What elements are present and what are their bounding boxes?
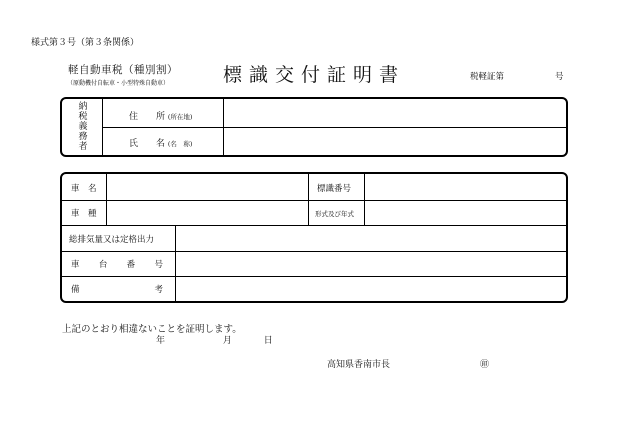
tax-subtitle: （原動機付自転車・小型特殊自動車）: [67, 80, 170, 87]
page-title: 標識交付証明書: [223, 64, 406, 86]
remarks-char: 考: [154, 285, 163, 295]
remarks-char: 備: [71, 285, 80, 295]
name-note: (名 称): [167, 140, 193, 148]
issuer-name: 高知県香南市長: [327, 360, 391, 370]
issue-date: [156, 333, 273, 346]
remarks-label: [71, 283, 163, 295]
seal-mark: ㊞: [480, 360, 490, 370]
certification-statement: 上記のとおり相違ないことを証明します。: [62, 324, 242, 335]
date-day: 日: [263, 336, 273, 346]
vehicle-type-label: 車 種: [71, 209, 97, 219]
divider: [175, 225, 176, 301]
divider: [308, 174, 309, 225]
plate-number-field[interactable]: [366, 175, 564, 199]
taxpayer-header-char: 者: [78, 142, 88, 152]
form-number: 様式第３号（第３条関係）: [31, 38, 140, 48]
vehicle-box: [60, 172, 568, 303]
date-month: 月: [222, 336, 232, 346]
name-label: [129, 136, 192, 149]
vehicle-name-field[interactable]: [108, 175, 306, 199]
name-field[interactable]: [225, 128, 564, 153]
taxpayer-header-char: 義: [78, 122, 88, 132]
date-year: 年: [156, 336, 166, 346]
chassis-char: 番: [126, 260, 136, 270]
vehicle-name-label: 車 名: [71, 184, 97, 194]
chassis-char: 車: [71, 260, 80, 270]
chassis-number-label: [71, 258, 163, 270]
address-note: (所在地): [167, 113, 193, 121]
certificate-number-label: 税軽証第: [470, 72, 505, 82]
tax-name: 軽自動車税（種別割）: [68, 64, 178, 76]
certificate-number-suffix: 号: [555, 72, 564, 82]
displacement-field[interactable]: [177, 226, 564, 250]
plate-number-label: 標識番号: [317, 184, 352, 194]
taxpayer-header-char: 税: [78, 112, 88, 122]
taxpayer-box: [60, 97, 568, 157]
model-year-label: 形式及び年式: [315, 210, 354, 218]
taxpayer-header-char: 納: [78, 102, 88, 112]
taxpayer-header-char: 務: [78, 132, 88, 142]
vehicle-type-field[interactable]: [108, 201, 306, 224]
divider: [106, 174, 107, 225]
chassis-number-field[interactable]: [177, 252, 564, 275]
name-label-text: 氏 名: [129, 139, 166, 149]
address-field[interactable]: [225, 100, 564, 126]
address-label-text: 住 所: [129, 112, 166, 122]
model-year-field[interactable]: [366, 201, 564, 224]
displacement-label: 総排気量又は定格出力: [69, 235, 155, 245]
address-label: [129, 109, 192, 122]
chassis-char: 台: [98, 260, 108, 270]
divider: [364, 174, 365, 225]
taxpayer-header: [76, 102, 90, 152]
chassis-char: 号: [154, 260, 163, 270]
remarks-field[interactable]: [177, 277, 564, 299]
